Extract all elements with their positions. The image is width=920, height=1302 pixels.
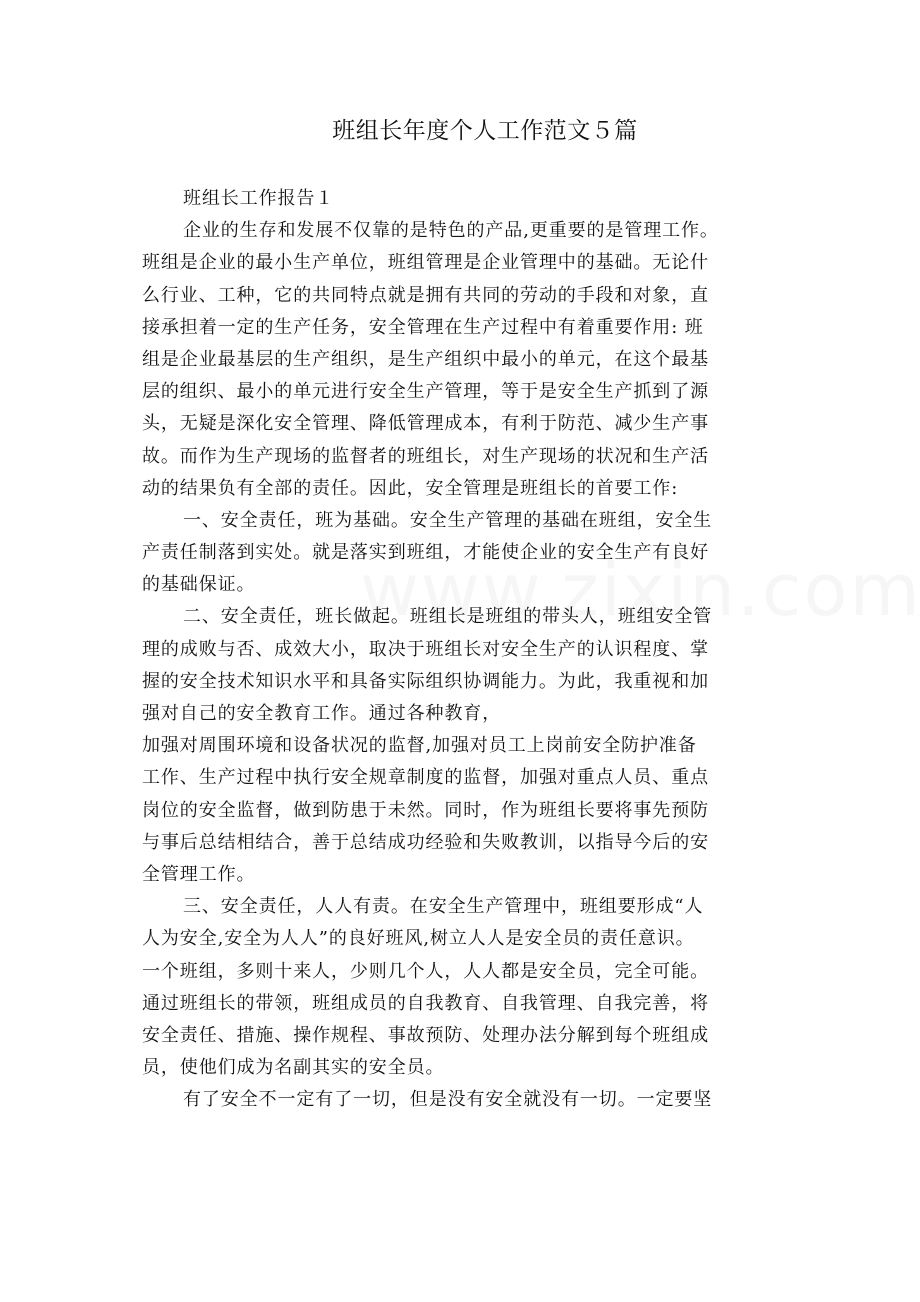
text-line: 加强对周围环境和设备状况的监督,加强对员工上岗前安全防护准备 bbox=[142, 735, 697, 757]
text-line: 故。而作为生产现场的监督者的班组长，对生产现场的状况和生产活 bbox=[142, 445, 709, 467]
text-line: 二、安全责任，班长做起。班组长是班组的带头人，班组安全管 bbox=[183, 606, 713, 628]
text-line: 通过班组长的带领，班组成员的自我教育、自我管理、自我完善，将 bbox=[142, 992, 709, 1014]
text-line: 一个班组，多则十来人，少则几个人，人人都是安全员，完全可能。 bbox=[142, 960, 709, 982]
text-line: 头，无疑是深化安全管理、降低管理成本，有利于防范、减少生产事 bbox=[142, 413, 709, 435]
text-line: 全管理工作。 bbox=[142, 863, 256, 885]
text-line: 有了安全不一定有了一切，但是没有安全就没有一切。一定要坚 bbox=[183, 1089, 713, 1111]
text-line: 班组长工作报告１ bbox=[183, 188, 335, 209]
text-line: 么行业、工种，它的共同特点就是拥有共同的劳动的手段和对象，直 bbox=[142, 284, 709, 306]
text-line: 的基础保证。 bbox=[142, 574, 256, 596]
text-line: 接承担着一定的生产任务，安全管理在生产过程中有着重要作用: 班 bbox=[142, 316, 704, 338]
text-line: 产责任制落到实处。就是落实到班组，才能使企业的安全生产有良好 bbox=[142, 542, 709, 564]
text-line: 人为安全,安全为人人”的良好班风,树立人人是安全员的责任意识。 bbox=[142, 928, 695, 950]
document-body bbox=[142, 183, 792, 1116]
text-line: 企业的生存和发展不仅靠的是特色的产品,更重要的是管理工作。 bbox=[183, 220, 719, 242]
text-line: 强对自己的安全教育工作。通过各种教育， bbox=[142, 703, 502, 724]
text-line: 握的安全技术知识水平和具备实际组织协调能力。为此，我重视和加 bbox=[142, 670, 709, 692]
text-line: 与事后总结相结合，善于总结成功经验和失败教训，以指导今后的安 bbox=[142, 831, 709, 853]
text-line: 员，使他们成为名副其实的安全员。 bbox=[142, 1057, 445, 1079]
document-title: 班组长年度个人工作范文５篇 bbox=[332, 118, 638, 144]
text-line: 安全责任、措施、操作规程、事故预防、处理办法分解到每个班组成 bbox=[142, 1024, 709, 1046]
text-line: 工作、生产过程中执行安全规章制度的监督，加强对重点人员、重点 bbox=[142, 767, 709, 789]
text-line: 班组是企业的最小生产单位，班组管理是企业管理中的基础。无论什 bbox=[142, 252, 709, 274]
text-line: 岗位的安全监督，做到防患于未然。同时，作为班组长要将事先预防 bbox=[142, 799, 709, 821]
text-line: 层的组织、最小的单元进行安全生产管理，等于是安全生产抓到了源 bbox=[142, 381, 709, 403]
text-line: 理的成败与否、成效大小，取决于班组长对安全生产的认识程度、掌 bbox=[142, 638, 709, 660]
text-line: 三、安全责任，人人有责。在安全生产管理中，班组要形成“人 bbox=[183, 896, 704, 918]
text-line: 动的结果负有全部的责任。因此，安全管理是班组长的首要工作: bbox=[142, 477, 679, 499]
text-line: 组是企业最基层的生产组织，是生产组织中最小的单元，在这个最基 bbox=[142, 348, 709, 370]
text-line: 一、安全责任，班为基础。安全生产管理的基础在班组，安全生 bbox=[183, 509, 713, 531]
